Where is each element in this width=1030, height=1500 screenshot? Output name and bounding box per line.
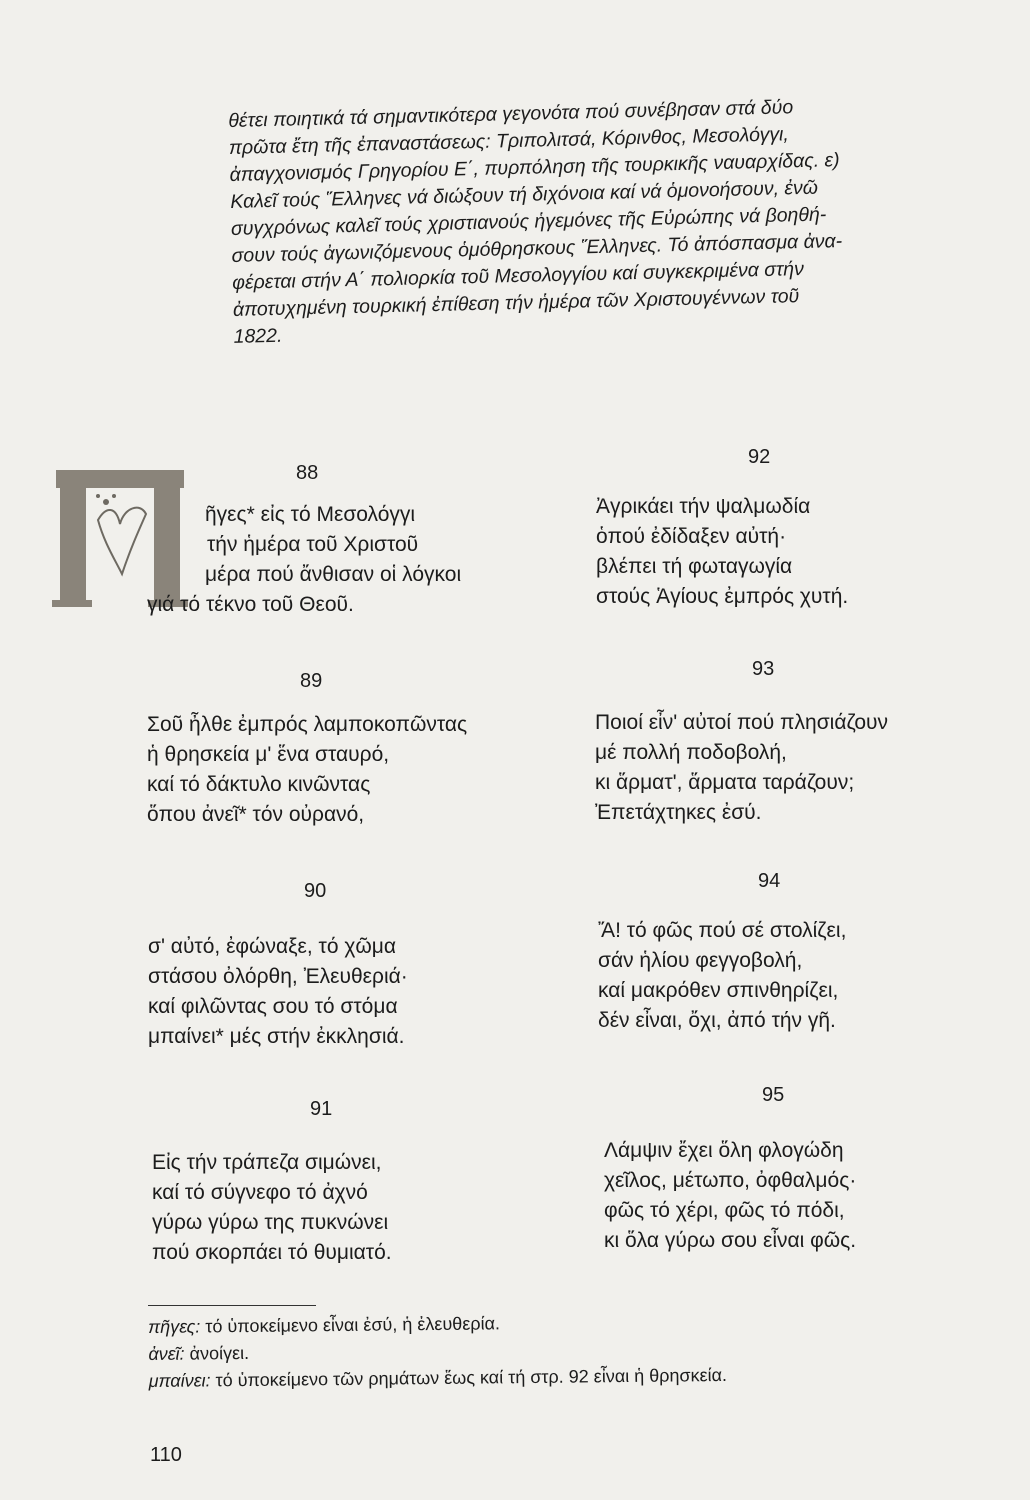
verse-line: δέν εἶναι, ὄχι, ἀπό τήν γῆ. — [598, 1009, 836, 1032]
verse-line: σάν ἡλίου φεγγοβολή, — [598, 949, 803, 972]
stanza-number: 93 — [752, 658, 775, 680]
intro-line: 1822. — [233, 324, 283, 348]
verse-line: ὁπού ἐδίδαξεν αὐτή· — [596, 525, 787, 548]
stanza-91 — [152, 1148, 392, 1268]
stanza-92 — [596, 492, 848, 612]
verse-line: χεῖλος, μέτωπο, ὀφθαλμός· — [604, 1169, 857, 1192]
verse-line: στάσου ὀλόρθη, Ἐλευθεριά· — [148, 965, 408, 988]
stanza-number: 90 — [304, 880, 327, 902]
verse-line: καί φιλῶντας σου τό στόμα — [148, 995, 398, 1018]
verse-line: μπαίνει* μές στήν ἐκκλησιά. — [148, 1025, 405, 1048]
stanza-93 — [595, 708, 888, 828]
stanza-89 — [147, 710, 467, 830]
verse-line: Λάμψιν ἔχει ὅλη φλογώδη — [604, 1139, 844, 1162]
verse-line: στούς Ἁγίους ἐμπρός χυτή. — [596, 585, 849, 608]
verse-line: σ' αὐτό, ἐφώναξε, τό χῶμα — [148, 935, 396, 958]
verse-line: Ποιοί εἶν' αὐτοί πού πλησιάζουν — [595, 711, 889, 734]
stanza-number: 92 — [748, 446, 771, 468]
footnote — [149, 1362, 728, 1395]
verse-line: ῆγες* εἰς τό Μεσολόγγι — [205, 503, 416, 526]
verse-line: ἡ θρησκεία μ' ἕνα σταυρό, — [147, 743, 390, 766]
page-number: 110 — [150, 1444, 182, 1466]
verse-line: καί μακρόθεν σπινθηρίζει, — [598, 979, 839, 1002]
verse-line: μέρα πού ἄνθισαν οἱ λόγκοι — [205, 563, 462, 586]
verse-line: Ἄ! τό φῶς πού σέ στολίζει, — [598, 919, 847, 942]
footnote-text: ἀνοίγει. — [184, 1342, 250, 1364]
stanza-number: 89 — [300, 670, 323, 692]
intro-line: Καλεῖ τούς Ἕλληνες νά διώξουν τή διχόνοια καί νά ὁμονοήσουν, ἐνῶ — [230, 176, 819, 213]
verse-line: καί τό δάκτυλο κινῶντας — [147, 773, 371, 796]
stanza-94 — [598, 916, 846, 1036]
verse-line: μέ πολλή ποδοβολή, — [595, 741, 787, 764]
verse-line: βλέπει τή φωταγωγία — [596, 555, 793, 578]
intro-line: ἀπαγχονισμός Γρηγορίου Ε΄, πυρπόληση τῆς τουρκικῆς ναυαρχίδας. ε) — [229, 149, 840, 186]
stanza-95 — [604, 1136, 856, 1256]
verse-line: Σοῦ ἦλθε ἐμπρός λαμποκοπῶντας — [147, 713, 468, 736]
verse-line: τήν ἡμέρα τοῦ Χριστοῦ — [207, 533, 419, 556]
footnote-text: τό ὑποκείμενο εἶναι ἐσύ, ἡ ἐλευθερία. — [200, 1313, 501, 1337]
verse-line: Εἰς τήν τράπεζα σιμώνει, — [152, 1151, 382, 1174]
verse-line: φῶς τό χέρι, φῶς τό πόδι, — [604, 1199, 845, 1222]
intro-line: ἀποτυχημένη τουρκική ἐπίθεση τήν ἡμέρα τῶν Χριστουγέννων τοῦ — [232, 285, 800, 321]
verse-line: γύρω γύρω της πυκνώνει — [152, 1211, 389, 1234]
stanza-number: 95 — [762, 1084, 785, 1106]
verse-line: Ἐπετάχτηκες ἐσύ. — [595, 801, 762, 824]
footnotes — [148, 1308, 727, 1395]
intro-line: θέτει ποιητικά τά σημαντικότερα γεγονότα πού συνέβησαν στά δύο — [228, 96, 794, 132]
intro-paragraph — [228, 90, 974, 351]
intro-line: σουν τούς ἀγωνιζόμενους ὁμόθρησκους Ἕλληνες. Τό ἀπόσπασμα ἀνα- — [231, 230, 843, 267]
stanza-88 — [147, 500, 462, 620]
stanza-90 — [148, 932, 408, 1052]
footnote-text: τό ὑποκείμενο τῶν ρημάτων ἕως καί τή στρ. 92 εἶναι ἡ θρησκεία. — [210, 1364, 728, 1391]
footnote-term: μπαίνει: — [148, 1370, 211, 1391]
verse-line: κι ἅρματ', ἅρματα ταράζουν; — [595, 771, 855, 794]
verse-line: καί τό σύγνεφο τό ἀχνό — [152, 1181, 368, 1204]
intro-line: φέρεται στήν Α΄ πολιορκία τοῦ Μεσολογγίου καί συγκεκριμένα στήν — [232, 257, 805, 294]
stanza-number: 94 — [758, 870, 781, 892]
verse-line: κι ὅλα γύρω σου εἶναι φῶς. — [604, 1229, 857, 1252]
footnote-term: πῆγες: — [148, 1316, 201, 1337]
verse-line: γιά τό τέκνο τοῦ Θεοῦ. — [147, 593, 354, 616]
verse-line: ὅπου ἀνεῖ* τόν οὐρανό, — [147, 803, 365, 826]
stanza-number: 91 — [310, 1098, 333, 1120]
verse-line: πού σκορπάει τό θυμιατό. — [152, 1241, 392, 1264]
intro-line: συγχρόνως καλεῖ τούς χριστιανούς ἡγεμόνες τῆς Εὐρώπης νά βοηθή- — [230, 203, 827, 240]
stanza-number: 88 — [296, 462, 319, 484]
footnote-term: ἀνεῖ: — [148, 1343, 185, 1364]
footnote-divider — [148, 1305, 316, 1306]
verse-line: Ἀγρικάει τήν ψαλμωδία — [596, 495, 811, 518]
intro-line: πρῶτα ἔτη τῆς ἐπαναστάσεως: Τριπολιτσά, Κόρινθος, Μεσολόγγι, — [228, 123, 790, 159]
